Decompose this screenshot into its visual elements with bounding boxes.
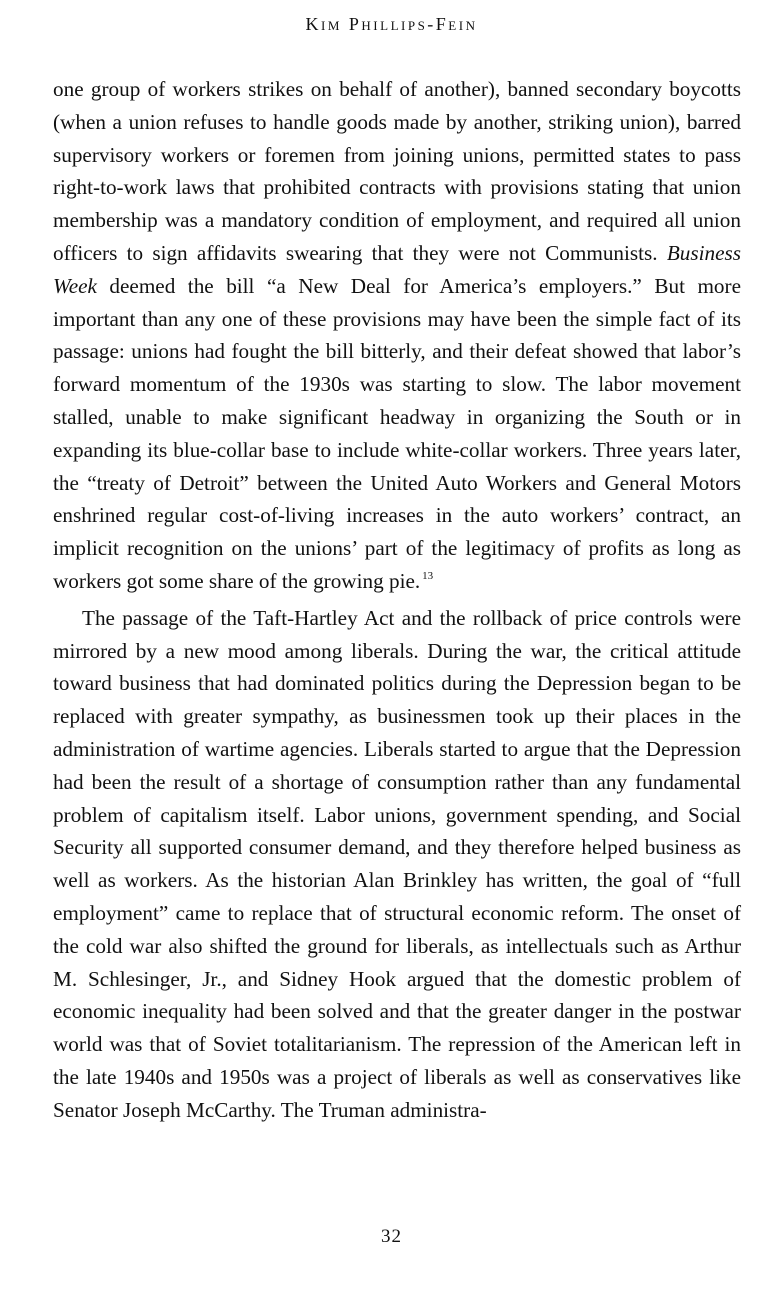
body-text — [53, 73, 741, 1127]
paragraph-1-text-a: one group of workers strikes on behalf of another), banned secondary boycotts (when a union refuses to handle goods made by another, striking union), barred supervisory workers or foremen from joining unions, permitted states to pass right-to-work laws that prohibited contracts with provisions stating that union membership was a mandatory condition of employment, and required all union officers to sign affidavits swearing that they were not Communists. — [53, 77, 741, 265]
page-number: 32 — [381, 1226, 402, 1247]
footnote-marker: 13 — [422, 569, 434, 582]
publication-title: Business Week — [53, 240, 741, 298]
running-head: Kim Phillips-Fein — [305, 14, 478, 34]
paragraph-1 — [53, 73, 741, 602]
paragraph-1-text-b: deemed the bill “a New Deal for America’s employers.” But more important than any one of these provisions may have been the simple fact of its passage: unions had fought the bill bitterly, and their defeat showed that labor’s forward momentum of the 1930s was starting to slow. The labor movement stalled, unable to make significant headway in organizing the South or in expanding its blue-collar base to include white-collar workers. Three years later, the “treaty of Detroit” between the United Auto Workers and General Motors enshrined regular cost-of-living increases in the auto workers’ contract, an implicit recognition on the unions’ part of the legitimacy of profits as long as workers got some share of the growing pie. — [53, 273, 741, 593]
paragraph-2: The passage of the Taft-Hartley Act and the rollback of price controls were mirrored by a new mood among liberals. During the war, the critical attitude toward business that had dominated politics during the Depression began to be replaced with greater sympathy, as businessmen took up their places in the administration of wartime agencies. Liberals started to argue that the Depression had been the result of a shortage of consumption rather than any fundamental problem of capitalism itself. Labor unions, government spending, and Social Security all supported consumer demand, and they therefore helped business as well as workers. As the historian Alan Brinkley has written, the goal of “full employment” came to replace that of structural economic reform. The onset of the cold war also shifted the ground for liberals, as intellectuals such as Arthur M. Schlesinger, Jr., and Sidney Hook argued that the domestic problem of economic inequality had been solved and that the greater danger in the postwar world was that of Soviet totalitarianism. The repression of the American left in the late 1940s and 1950s was a project of liberals as well as conservatives like Senator Joseph McCarthy. The Truman administra- — [53, 605, 741, 1122]
